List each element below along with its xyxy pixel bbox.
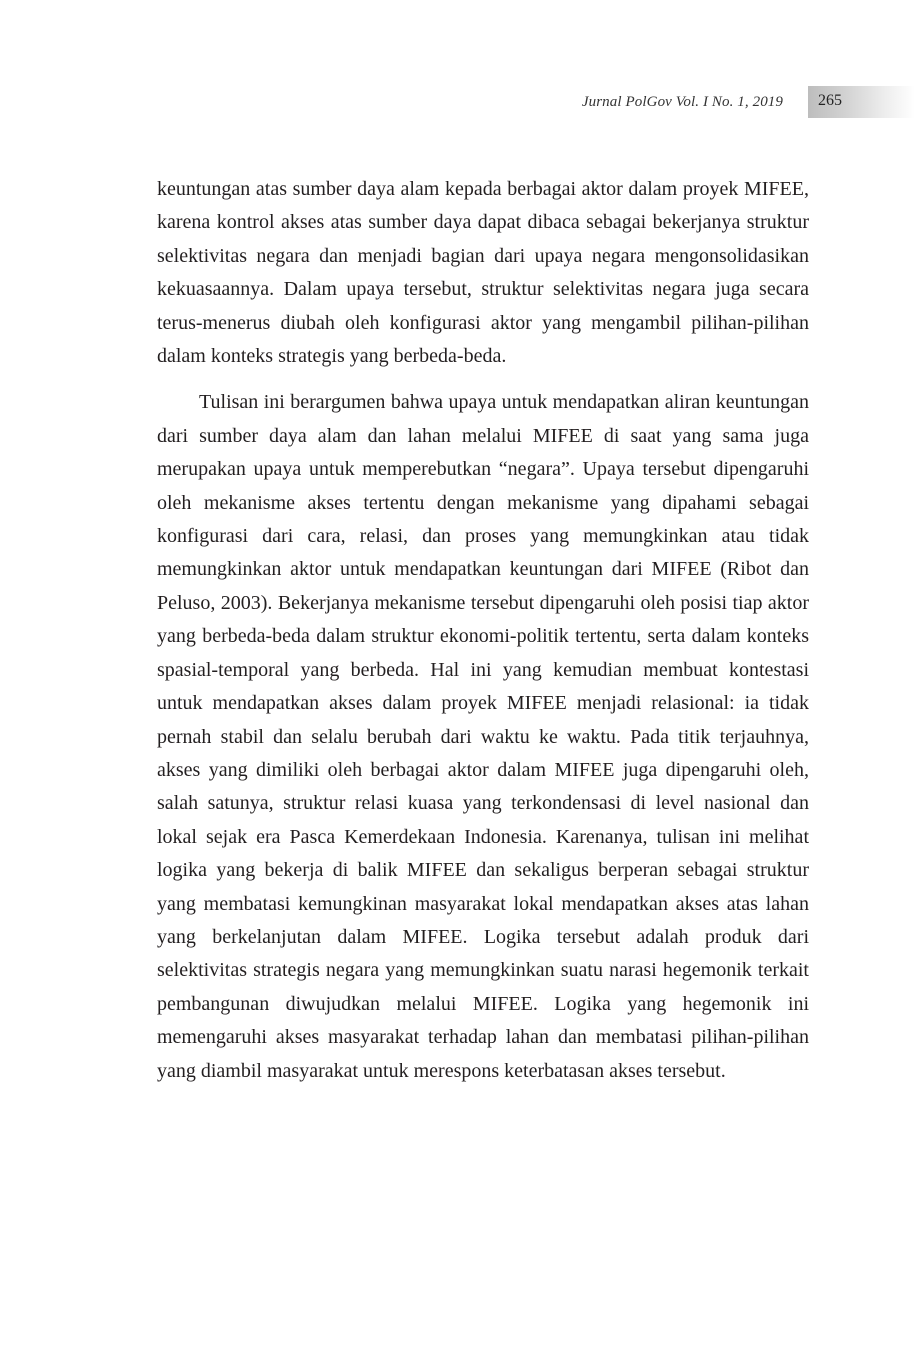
paragraph-continued: keuntungan atas sumber daya alam kepada berbagai aktor dalam proyek MIFEE, karena kontrol akses atas sumber daya dapat dibaca sebagai bekerjanya struktur selektivitas negara dan menjadi bagian dari upaya negara mengonsolidasikan kekuasaannya. Dalam upaya tersebut, struktur selektivitas negara juga secara terus-menerus diubah oleh konfigurasi aktor yang mengambil pilihan-pilihan dalam konteks strategis yang berbeda-beda. <box>157 178 809 368</box>
page-number: 265 <box>818 92 842 109</box>
running-head: Jurnal PolGov Vol. I No. 1, 2019 <box>581 94 783 110</box>
paragraph-argument: Tulisan ini berargumen bahwa upaya untuk mendapatkan aliran keuntungan dari sumber daya alam dan lahan melalui MIFEE di saat yang sama juga merupakan upaya untuk memperebutkan “negara”. Upaya tersebut dipengaruhi oleh mekanisme akses tertentu dengan mekanisme yang dipahami sebagai konfigurasi dari cara, relasi, dan proses yang memungkinkan atau tidak memungkinkan aktor untuk mendapatkan keuntungan dari MIFEE (Ribot dan Peluso, 2003). Bekerjanya mekanisme tersebut dipengaruhi oleh posisi tiap aktor yang berbeda-beda dalam struktur ekonomi-politik tertentu, serta dalam konteks spasial-temporal yang berbeda. Hal ini yang kemudian membuat kontestasi untuk mendapatkan akses dalam proyek MIFEE menjadi relasional: ia tidak pernah stabil dan selalu berubah dari waktu ke waktu. Pada titik terjauhnya, akses yang dimiliki oleh berbagai aktor dalam MIFEE juga dipengaruhi oleh, salah satunya, struktur relasi kuasa yang terkondensasi di level nasional dan lokal sejak era Pasca Kemerdekaan Indonesia. Karenanya, tulisan ini melihat logika yang bekerja di balik MIFEE dan sekaligus berperan sebagai struktur yang membatasi kemungkinan masyarakat lokal mendapatkan akses atas lahan yang berkelanjutan dalam MIFEE. Logika tersebut adalah produk dari selektivitas strategis negara yang memungkinkan suatu narasi hegemonik terkait pembangunan diwujudkan melalui MIFEE. Logika yang hegemonik ini memengaruhi akses masyarakat terhadap lahan dan membatasi pilihan-pilihan yang diambil masyarakat untuk merespons keterbatasan akses tersebut. <box>157 391 809 1082</box>
body-text <box>157 173 809 1088</box>
page-number-tab <box>808 86 915 118</box>
